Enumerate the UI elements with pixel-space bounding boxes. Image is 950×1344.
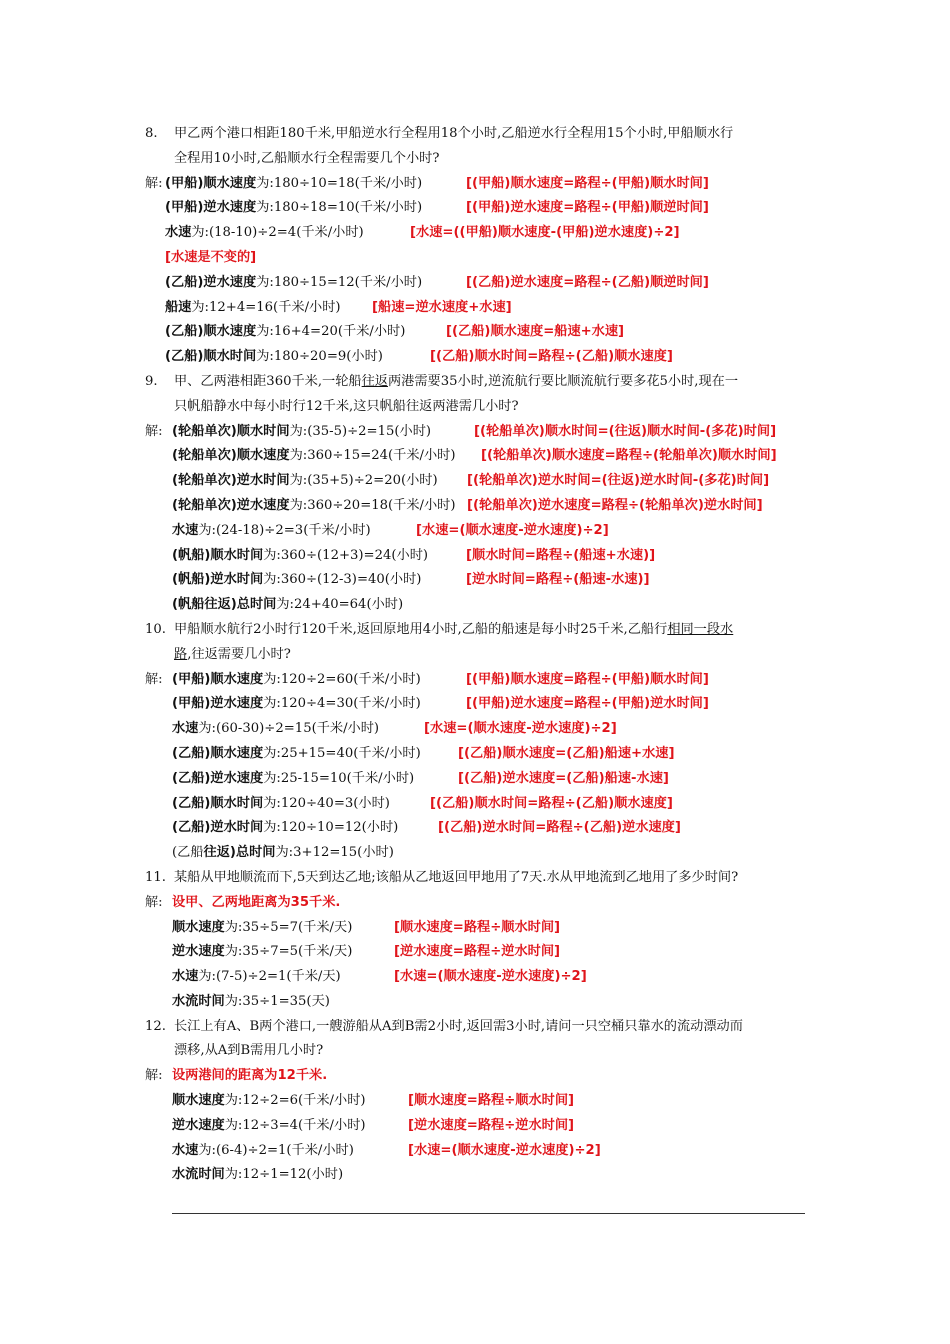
formula-text: 为:25+15=40(千米/小时) xyxy=(263,745,421,761)
formula-note: [(轮船单次)顺水速度=路程÷(轮船单次)顺水时间] xyxy=(481,448,777,464)
solution-line xyxy=(0,172,950,197)
question-segment: 某船从甲地顺流而下,5天到达乙地;该船从乙地返回甲地用了7天.水从甲地流到乙地用了多少时间? xyxy=(174,869,739,885)
formula-note: [(乙船)顺水时间=路程÷(乙船)顺水速度] xyxy=(430,795,673,811)
solution-line xyxy=(0,692,950,717)
footer-rule xyxy=(172,1213,805,1214)
formula-text: 为:12÷2=6(千米/小时) xyxy=(224,1093,366,1109)
question-number: 12. xyxy=(145,1018,166,1034)
formula-text: 为:120÷40=3(小时) xyxy=(263,795,390,811)
formula-note: [(甲船)逆水速度=路程÷(甲船)顺逆时间] xyxy=(466,200,709,216)
question-number: 9. xyxy=(145,373,158,389)
question-text xyxy=(174,866,738,891)
question-segment: 往返 xyxy=(361,373,388,389)
formula-text: 为:120÷10=12(小时) xyxy=(263,820,399,836)
formula-note: [(乙船)顺水时间=路程÷(乙船)顺水速度] xyxy=(430,349,673,365)
question-segment: 两港需要35小时,逆流航行要比顺流航行要多花5小时,现在一 xyxy=(388,373,739,389)
question-text xyxy=(174,395,519,420)
quantity-label: (乙船)顺水速度 xyxy=(172,745,264,761)
question-text xyxy=(174,618,733,643)
formula-text: 为:120÷2=60(千米/小时) xyxy=(263,671,421,687)
solution-line xyxy=(0,916,950,941)
question-segment: 甲船顺水航行2小时行120千米,返回原地用4小时,乙船的船速是每小时25千米,乙船行 xyxy=(174,621,668,637)
solution-formula xyxy=(172,916,352,941)
solution-formula xyxy=(172,1163,343,1188)
quantity-label: (帆船)顺水时间 xyxy=(172,547,264,563)
quantity-label: 顺水速度 xyxy=(172,1093,225,1109)
question-line xyxy=(0,1039,950,1064)
formula-note: [(乙船)顺水速度=船速+水速] xyxy=(446,324,625,340)
quantity-label: (乙船)顺水时间 xyxy=(172,795,264,811)
question-line xyxy=(0,122,950,147)
question-number: 11. xyxy=(145,869,166,885)
solution-prefix: 解: xyxy=(145,175,163,191)
question-line xyxy=(0,1015,950,1040)
formula-text: 为:360÷(12+3)=24(小时) xyxy=(263,547,429,563)
formula-note: [顺水速度=路程÷顺水时间] xyxy=(394,919,561,935)
formula-text: 为:180÷20=9(小时) xyxy=(256,349,383,365)
solution-prefix: 解: xyxy=(145,894,163,910)
formula-note: [(乙船)顺水速度=(乙船)船速+水速] xyxy=(458,745,675,761)
formula-note: [船速=逆水速度+水速] xyxy=(372,299,512,315)
solution-line xyxy=(0,296,950,321)
quantity-label: (轮船单次)逆水速度 xyxy=(172,497,290,513)
solution-formula xyxy=(172,469,438,494)
formula-note: [(轮船单次)逆水时间=(往返)逆水时间-(多花)时间] xyxy=(467,473,770,489)
question-text xyxy=(174,643,291,668)
solution-line xyxy=(0,444,950,469)
question-segment: 甲乙两个港口相距180千米,甲船逆水行全程用18个小时,乙船逆水行全程用15个小时,甲船顺水行 xyxy=(174,126,734,141)
formula-text: 为:3+12=15(小时) xyxy=(275,845,394,861)
solution-formula xyxy=(172,568,421,593)
question-segment: 漂移,从A到B需用几小时? xyxy=(174,1043,324,1059)
quantity-label: 顺水速度 xyxy=(172,919,225,935)
formula-text: 为:180÷15=12(千米/小时) xyxy=(256,274,423,290)
solution-line xyxy=(0,246,950,271)
solution-prefix: 解: xyxy=(145,423,163,439)
formula-note: [(乙船)逆水时间=路程÷(乙船)逆水速度] xyxy=(438,820,681,836)
question-segment: 全程用10小时,乙船顺水行全程需要几个小时? xyxy=(174,150,440,166)
solution-formula xyxy=(172,444,456,469)
solution-line xyxy=(0,1114,950,1139)
solution-formula xyxy=(172,940,352,965)
formula-note: [水速=((甲船)顺水速度-(甲船)逆水速度)÷2] xyxy=(410,225,680,241)
formula-note: [(乙船)逆水速度=路程÷(乙船)顺逆时间] xyxy=(466,274,709,290)
formula-text: (乙船 xyxy=(172,845,204,861)
question-line xyxy=(0,643,950,668)
formula-note: 设两港间的距离为12千米. xyxy=(172,1068,328,1084)
solution-line xyxy=(0,196,950,221)
question-line xyxy=(0,618,950,643)
formula-text: 为:(60-30)÷2=15(千米/小时) xyxy=(198,721,380,737)
solution-formula xyxy=(172,668,421,693)
quantity-label: (乙船)顺水速度 xyxy=(165,324,257,340)
solution-line xyxy=(0,841,950,866)
formula-note: [水速=(顺水速度-逆水速度)÷2] xyxy=(424,721,617,737)
quantity-label: (乙船)逆水时间 xyxy=(172,820,264,836)
formula-text: 为:(7-5)÷2=1(千米/天) xyxy=(198,969,341,985)
question-segment: 甲、乙两港相距360千米,一轮船 xyxy=(174,373,362,389)
solution-line xyxy=(0,742,950,767)
quantity-label: (甲船)顺水速度 xyxy=(165,175,257,191)
question-text xyxy=(174,1015,743,1040)
question-segment: 路 xyxy=(174,646,188,662)
formula-text: 为:120÷4=30(千米/小时) xyxy=(263,696,421,712)
quantity-label: (帆船往返)总时间 xyxy=(172,597,277,613)
formula-note: [水速=(顺水速度-逆水速度)÷2] xyxy=(416,522,609,538)
solution-line xyxy=(0,345,950,370)
quantity-label: (乙船)顺水时间 xyxy=(165,349,257,365)
quantity-label: 逆水速度 xyxy=(172,944,225,960)
document-body xyxy=(0,122,950,1188)
solution-formula xyxy=(172,593,403,618)
solution-prefix: 解: xyxy=(145,671,163,687)
formula-text: 为:360÷15=24(千米/小时) xyxy=(289,448,456,464)
formula-note: [(甲船)逆水速度=路程÷(甲船)逆水时间] xyxy=(466,696,709,712)
formula-text: 为:360÷20=18(千米/小时) xyxy=(289,497,456,513)
formula-note: [水速=(顺水速度-逆水速度)÷2] xyxy=(408,1142,601,1158)
question-line xyxy=(0,395,950,420)
solution-formula xyxy=(172,544,428,569)
solution-line xyxy=(0,420,950,445)
solution-line xyxy=(0,891,950,916)
quantity-label: (轮船单次)顺水时间 xyxy=(172,423,290,439)
formula-note: [逆水时间=路程÷(船速-水速)] xyxy=(466,572,650,588)
formula-text: 为:360÷(12-3)=40(小时) xyxy=(263,572,422,588)
question-segment: 只帆船静水中每小时行12千米,这只帆船往返两港需几小时? xyxy=(174,398,519,414)
quantity-label: (甲船)逆水速度 xyxy=(165,200,257,216)
solution-formula xyxy=(165,320,405,345)
question-segment: 相同一段水 xyxy=(667,621,734,637)
solution-formula xyxy=(172,965,341,990)
quantity-label: 逆水速度 xyxy=(172,1117,225,1133)
formula-text: 为:(35-5)÷2=15(小时) xyxy=(289,423,432,439)
formula-text: 为:35÷5=7(千米/天) xyxy=(224,919,353,935)
quantity-label: (甲船)逆水速度 xyxy=(172,696,264,712)
quantity-label: (乙船)逆水速度 xyxy=(172,770,264,786)
solution-line xyxy=(0,568,950,593)
solution-formula xyxy=(172,717,379,742)
solution-line xyxy=(0,717,950,742)
formula-note: 设甲、乙两地距离为35千米. xyxy=(172,894,341,910)
question-number: 8. xyxy=(145,126,158,141)
quantity-label: 船速 xyxy=(165,299,192,315)
solution-formula xyxy=(165,345,383,370)
solution-line xyxy=(0,965,950,990)
solution-line xyxy=(0,320,950,345)
formula-note: [顺水时间=路程÷(船速+水速)] xyxy=(466,547,656,563)
formula-note: [逆水速度=路程÷逆水时间] xyxy=(408,1117,575,1133)
formula-note: [(乙船)逆水速度=(乙船)船速-水速] xyxy=(458,770,669,786)
quantity-label: 水速 xyxy=(172,721,199,737)
solution-line xyxy=(0,792,950,817)
formula-text: 为:(35+5)÷2=20(小时) xyxy=(289,473,438,489)
formula-text: 为:12÷1=12(小时) xyxy=(224,1167,344,1183)
formula-text: 为:24+40=64(小时) xyxy=(276,597,404,613)
solution-formula xyxy=(172,692,421,717)
quantity-label: 水速 xyxy=(172,1142,199,1158)
solution-line xyxy=(0,940,950,965)
solution-line xyxy=(0,816,950,841)
formula-text: 为:(6-4)÷2=1(千米/小时) xyxy=(198,1142,354,1158)
formula-text: 为:35÷1=35(天) xyxy=(224,993,330,1009)
solution-line xyxy=(0,544,950,569)
formula-text: 为:16+4=20(千米/小时) xyxy=(256,324,406,340)
question-line xyxy=(0,147,950,172)
solution-line xyxy=(0,1163,950,1188)
quantity-label: 水流时间 xyxy=(172,1167,225,1183)
solution-line xyxy=(0,593,950,618)
quantity-label: (轮船单次)顺水速度 xyxy=(172,448,290,464)
solution-formula xyxy=(172,792,390,817)
solution-formula xyxy=(172,841,394,866)
question-number: 10. xyxy=(145,621,166,637)
formula-note: [(轮船单次)顺水时间=(往返)顺水时间-(多花)时间] xyxy=(474,423,777,439)
quantity-label: 水流时间 xyxy=(172,993,225,1009)
solution-formula xyxy=(172,1114,366,1139)
solution-formula xyxy=(172,420,431,445)
formula-note: [(甲船)顺水速度=路程÷(甲船)顺水时间] xyxy=(466,671,709,687)
question-line xyxy=(0,866,950,891)
solution-line xyxy=(0,519,950,544)
quantity-label: (轮船单次)逆水时间 xyxy=(172,473,290,489)
solution-formula xyxy=(172,742,421,767)
solution-line xyxy=(0,1089,950,1114)
formula-note: [逆水速度=路程÷逆水时间] xyxy=(394,944,561,960)
question-line xyxy=(0,370,950,395)
quantity-label: (甲船)顺水速度 xyxy=(172,671,264,687)
solution-line xyxy=(0,469,950,494)
formula-text: 为:180÷10=18(千米/小时) xyxy=(256,175,423,191)
formula-text: 为:12+4=16(千米/小时) xyxy=(191,299,341,315)
solution-formula xyxy=(165,172,422,197)
solution-formula xyxy=(165,271,422,296)
solution-formula xyxy=(172,519,371,544)
formula-text: 为:12÷3=4(千米/小时) xyxy=(224,1117,366,1133)
solution-line xyxy=(0,271,950,296)
formula-note: [(甲船)顺水速度=路程÷(甲船)顺水时间] xyxy=(466,175,709,191)
quantity-label: 水速 xyxy=(165,225,192,241)
question-text xyxy=(174,1039,323,1064)
formula-text: 为:180÷18=10(千米/小时) xyxy=(256,200,423,216)
question-text xyxy=(174,147,439,172)
formula-text: 为:(18-10)÷2=4(千米/小时) xyxy=(191,225,364,241)
formula-text: 为:(24-18)÷2=3(千米/小时) xyxy=(198,522,371,538)
solution-line xyxy=(0,990,950,1015)
solution-line xyxy=(0,767,950,792)
formula-note: [(轮船单次)逆水速度=路程÷(轮船单次)逆水时间] xyxy=(467,497,763,513)
solution-formula xyxy=(172,1139,354,1164)
solution-formula xyxy=(165,221,364,246)
question-segment: ,往返需要几小时? xyxy=(187,646,291,662)
question-segment: 长江上有A、B两个港口,一艘游船从A到B需2小时,返回需3小时,请问一只空桶只靠水的流动漂动而 xyxy=(174,1018,743,1034)
quantity-label: (帆船)逆水时间 xyxy=(172,572,264,588)
solution-formula xyxy=(165,196,422,221)
quantity-label: 水速 xyxy=(172,522,199,538)
solution-line xyxy=(0,494,950,519)
solution-prefix: 解: xyxy=(145,1068,163,1084)
solution-formula xyxy=(172,767,414,792)
question-text xyxy=(174,122,733,147)
solution-formula xyxy=(172,494,456,519)
quantity-label: 往返)总时间 xyxy=(203,845,276,861)
solution-formula xyxy=(172,1089,366,1114)
quantity-label: (乙船)逆水速度 xyxy=(165,274,257,290)
solution-line xyxy=(0,1139,950,1164)
solution-line xyxy=(0,221,950,246)
solution-formula xyxy=(172,816,398,841)
solution-formula xyxy=(165,296,341,321)
formula-note: [水速=(顺水速度-逆水速度)÷2] xyxy=(394,969,587,985)
formula-text: 为:25-15=10(千米/小时) xyxy=(263,770,415,786)
quantity-label: 水速 xyxy=(172,969,199,985)
solution-line xyxy=(0,668,950,693)
question-text xyxy=(174,370,738,395)
formula-note: [顺水速度=路程÷顺水时间] xyxy=(408,1093,575,1109)
formula-text: 为:35÷7=5(千米/天) xyxy=(224,944,353,960)
formula-note: [水速是不变的] xyxy=(165,249,257,265)
solution-line xyxy=(0,1064,950,1089)
solution-formula xyxy=(172,990,330,1015)
